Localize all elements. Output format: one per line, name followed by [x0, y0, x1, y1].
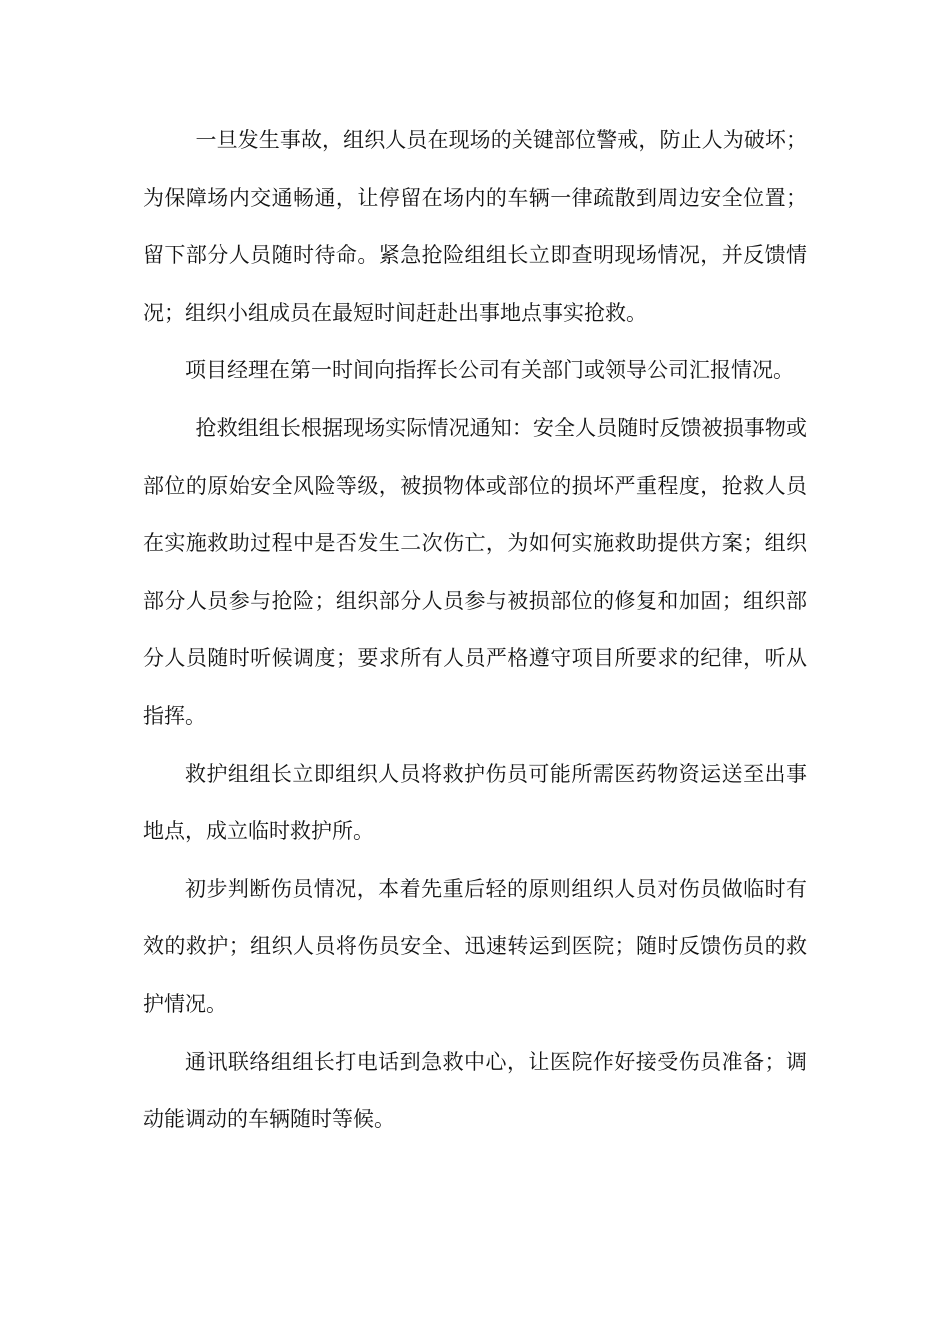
document-body — [143, 112, 807, 1149]
paragraph-accident-response: 一旦发生事故，组织人员在现场的关键部位警戒，防止人为破坏；为保障场内交通畅通，让停留在场内的车辆一律疏散到周边安全位置；留下部分人员随时待命。紧急抢险组组长立即查明现场情况，并反馈情况；组织小组成员在最短时间赶赴出事地点事实抢救。 — [143, 128, 807, 325]
paragraph-medical-team: 救护组组长立即组织人员将救护伤员可能所需医药物资运送至出事地点，成立临时救护所。 — [143, 761, 807, 844]
paragraph-casualty-assessment: 初步判断伤员情况，本着先重后轻的原则组织人员对伤员做临时有效的救护；组织人员将伤员安全、迅速转运到医院；随时反馈伤员的救护情况。 — [143, 876, 807, 1016]
paragraph-communication-team: 通讯联络组组长打电话到急救中心，让医院作好接受伤员准备；调动能调动的车辆随时等候。 — [143, 1049, 807, 1132]
paragraph-manager-report: 项目经理在第一时间向指挥长公司有关部门或领导公司汇报情况。 — [185, 358, 794, 383]
paragraph-rescue-team: 抢救组组长根据现场实际情况通知：安全人员随时反馈被损事物或部位的原始安全风险等级，被损物体或部位的损坏严重程度，抢救人员在实施救助过程中是否发生二次伤亡，为如何实施救助提供方案；组织部分人员参与抢险；组织部分人员参与被损部位的修复和加固；组织部分人员随时听候调度；要求所有人员严格遵守项目所要求的纪律，听从指挥。 — [143, 415, 807, 728]
